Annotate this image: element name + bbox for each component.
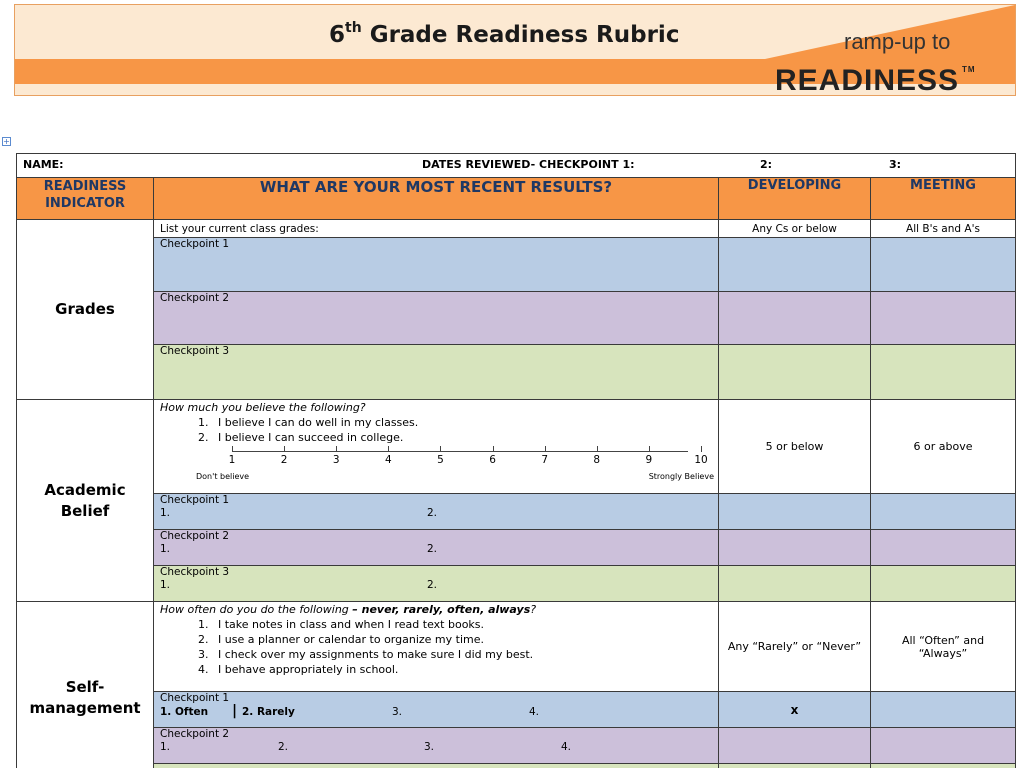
belief-checkpoint-row [17, 566, 1016, 602]
checkpoint-title: Checkpoint 1 [160, 494, 230, 506]
checkpoint-answer-2: 2. [427, 543, 438, 555]
belief-question-list [198, 415, 712, 445]
checkpoint-title: Checkpoint 2 [160, 530, 230, 542]
scale-tick-label: 8 [593, 454, 601, 466]
scale-tick [701, 446, 702, 452]
selfmgmt-intro: How often do you do the following – never, rarely, often, always? [160, 603, 537, 616]
scale-tick [388, 446, 389, 452]
scale-tick-label: 2 [280, 454, 288, 466]
grades-checkpoint-1-meeting[interactable] [871, 238, 1016, 292]
belief-checkpoint-1-cell[interactable] [154, 494, 719, 530]
checkpoint-answer-2: 2. [278, 741, 289, 753]
checkpoint-answer-1: 1. [160, 741, 171, 753]
name-label: NAME: [23, 158, 64, 171]
checkpoint-answer-1: 1. [160, 543, 171, 555]
grades-checkpoint-1-cell[interactable]: Checkpoint 1 [154, 238, 719, 292]
grades-checkpoint-3-meeting[interactable] [871, 345, 1016, 400]
col-header-developing: DEVELOPING [719, 178, 871, 220]
checkpoint-3-date-label: 3: [889, 158, 902, 171]
col-header-indicator: READINESS INDICATOR [17, 178, 154, 220]
grades-checkpoint-1-developing[interactable] [719, 238, 871, 292]
page-title: 6th Grade Readiness Rubric [329, 20, 680, 48]
grades-checkpoint-row [17, 345, 1016, 400]
checkpoint-answer-3: 3. [392, 706, 403, 718]
scale-tick [545, 446, 546, 452]
scale-tick [336, 446, 337, 452]
indicator-academic-belief: Academic Belief [17, 400, 154, 602]
belief-meeting-criteria: 6 or above [871, 400, 1016, 494]
scale-low-label: Don't believe [196, 472, 250, 481]
name-row [17, 154, 1016, 178]
belief-question-row [17, 400, 1016, 494]
belief-developing-criteria: 5 or below [719, 400, 871, 494]
belief-rating-scale [196, 445, 714, 487]
belief-checkpoint-row [17, 530, 1016, 566]
scale-tick [493, 446, 494, 452]
scale-tick-label: 5 [437, 454, 444, 466]
checkpoint-2-date-label: 2: [760, 158, 773, 171]
indicator-self-management: Self- management [17, 602, 154, 768]
checkpoint-answer-4: 4. [529, 706, 540, 718]
selfmgmt-checkpoint-1-cell[interactable] [154, 692, 719, 728]
grades-prompt: List your current class grades: [154, 220, 719, 238]
scale-tick-label: 10 [694, 454, 708, 466]
selfmgmt-question: 1. I take notes in class and when I read text books. [198, 618, 485, 631]
scale-tick [232, 446, 233, 452]
text-cursor: | [232, 703, 238, 719]
logo-tagline: ramp-up to [844, 29, 951, 54]
scale-tick-label: 9 [645, 454, 653, 466]
belief-checkpoint-1-meeting[interactable] [871, 494, 1016, 530]
belief-intro: How much you believe the following? [160, 401, 366, 414]
col-header-results: WHAT ARE YOUR MOST RECENT RESULTS? [154, 178, 719, 220]
logo-wordmark: READINESS ™ [775, 64, 976, 96]
selfmgmt-question-list [198, 617, 712, 677]
header-banner [14, 4, 1016, 96]
belief-checkpoint-row [17, 494, 1016, 530]
belief-checkpoint-3-cell[interactable] [154, 566, 719, 602]
scale-tick [284, 446, 285, 452]
selfmgmt-checkpoint-3-cell[interactable] [154, 764, 719, 768]
checkpoint-title: Checkpoint 1 [160, 692, 230, 704]
checkpoint-answer-4: 4. [561, 741, 572, 753]
dates-reviewed-label: DATES REVIEWED- CHECKPOINT 1: [422, 158, 635, 171]
scale-tick-label: 4 [384, 454, 392, 466]
scale-tick-label: 1 [228, 454, 236, 466]
selfmgmt-questions [154, 602, 719, 692]
scale-tick [649, 446, 650, 452]
selfmgmt-question-row [17, 602, 1016, 692]
selfmgmt-checkpoint-1-developing[interactable]: x [719, 692, 871, 728]
grades-meeting-criteria: All B's and A's [871, 220, 1016, 238]
grades-prompt-row [17, 220, 1016, 238]
selfmgmt-checkpoint-2-meeting[interactable] [871, 728, 1016, 764]
table-move-handle-icon[interactable]: + [3, 137, 10, 146]
grades-checkpoint-2-cell[interactable]: Checkpoint 2 [154, 292, 719, 345]
belief-checkpoint-2-meeting[interactable] [871, 530, 1016, 566]
selfmgmt-checkpoint-3-developing[interactable] [719, 764, 871, 768]
checkpoint-title: Checkpoint 3 [160, 566, 230, 578]
belief-checkpoint-1-developing[interactable] [719, 494, 871, 530]
grades-checkpoint-3-developing[interactable] [719, 345, 871, 400]
grades-checkpoint-row [17, 292, 1016, 345]
grades-checkpoint-row [17, 238, 1016, 292]
indicator-grades: Grades [17, 220, 154, 400]
belief-checkpoint-2-cell[interactable] [154, 530, 719, 566]
checkpoint-answer-2: 2. Rarely [242, 706, 295, 718]
scale-axis [232, 451, 688, 452]
scale-tick-label: 6 [489, 454, 496, 466]
scale-tick [597, 446, 598, 452]
column-header-row [17, 178, 1016, 220]
name-row-cell[interactable] [17, 154, 1016, 178]
selfmgmt-question: 4. I behave appropriately in school. [198, 663, 399, 676]
belief-checkpoint-2-developing[interactable] [719, 530, 871, 566]
selfmgmt-checkpoint-1-meeting[interactable] [871, 692, 1016, 728]
selfmgmt-question: 2. I use a planner or calendar to organize my time. [198, 633, 484, 646]
grades-checkpoint-2-meeting[interactable] [871, 292, 1016, 345]
grades-developing-criteria: Any Cs or below [719, 220, 871, 238]
selfmgmt-checkpoint-row [17, 764, 1016, 768]
selfmgmt-checkpoint-row [17, 692, 1016, 728]
selfmgmt-checkpoint-2-developing[interactable] [719, 728, 871, 764]
belief-questions [154, 400, 719, 494]
selfmgmt-developing-criteria: Any “Rarely” or “Never” [719, 602, 871, 692]
belief-checkpoint-3-developing[interactable] [719, 566, 871, 602]
checkpoint-answer-1: 1. [160, 507, 171, 519]
scale-high-label: Strongly Believe [648, 472, 714, 481]
selfmgmt-question: 3. I check over my assignments to make sure I did my best. [198, 648, 534, 661]
selfmgmt-meeting-criteria: All “Often” and “Always” [871, 602, 1016, 692]
checkpoint-answer-2: 2. [427, 507, 438, 519]
scale-tick [440, 446, 441, 452]
grades-checkpoint-2-developing[interactable] [719, 292, 871, 345]
selfmgmt-checkpoint-3-meeting[interactable] [871, 764, 1016, 768]
checkpoint-title: Checkpoint 2 [160, 728, 230, 740]
belief-question: 2. I believe I can succeed in college. [198, 431, 404, 444]
checkpoint-answer-3: 3. [424, 741, 435, 753]
scale-tick-label: 3 [332, 454, 340, 466]
checkpoint-answer-2: 2. [427, 579, 438, 591]
grades-checkpoint-3-cell[interactable]: Checkpoint 3 [154, 345, 719, 400]
readiness-rubric-table [16, 153, 1016, 768]
checkpoint-answer-1: 1. [160, 579, 171, 591]
scale-tick-label: 7 [541, 454, 548, 466]
checkpoint-answer-1: 1. Often [160, 706, 209, 718]
selfmgmt-checkpoint-2-cell[interactable] [154, 728, 719, 764]
col-header-meeting: MEETING [871, 178, 1016, 220]
belief-question: 1. I believe I can do well in my classes. [198, 416, 419, 429]
selfmgmt-checkpoint-row [17, 728, 1016, 764]
belief-checkpoint-3-meeting[interactable] [871, 566, 1016, 602]
